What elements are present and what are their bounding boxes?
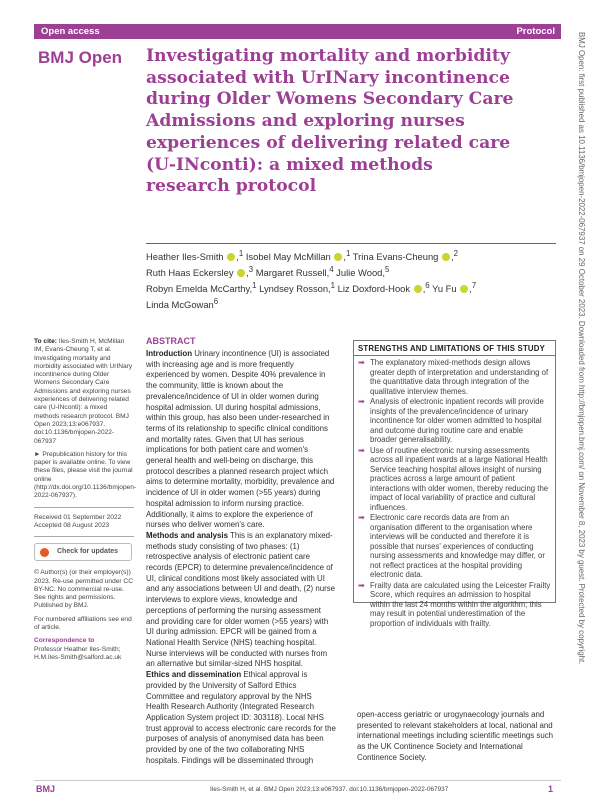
- author-name: Isobel May McMillan: [245, 251, 331, 263]
- affiliation-sup: 2: [453, 249, 458, 258]
- journal-logo[interactable]: BMJ Open: [38, 48, 123, 67]
- strengths-heading: STRENGTHS AND LIMITATIONS OF THIS STUDY: [354, 344, 555, 356]
- dates-block: [34, 514, 134, 531]
- side-download-note: [574, 32, 588, 772]
- list-item: ➡ Use of routine electronic nursing assessments across all inpatient wards at a large National Health Service teaching hospital allows insight of nursing practices across a large amount of patient interactions with older women, thereby reducing the impact of local variability of practice and cultural influences.: [358, 445, 549, 512]
- title-line: during Older Womens Secondary Care: [146, 89, 514, 110]
- list-item: ➡ Frailty data are calculated using the Leicester Frailty Score, which requires an admission to hospital within the last 24 months within the algorithm; this may result in potential underestimation of the proportion of individuals with frailty.: [358, 580, 551, 628]
- author-name: Ruth Haas Eckersley: [146, 267, 234, 279]
- arrow-icon: ➡: [358, 445, 365, 455]
- orcid-icon[interactable]: [227, 253, 235, 261]
- strengths-list: [358, 358, 551, 628]
- abstract-heading: ABSTRACT: [146, 336, 196, 346]
- copyright-note: © Author(s) (or their employer(s)) 2023. Re-use permitted under CC BY-NC. No commercial re-use. See rights and permissions. Published by BMJ.: [34, 569, 133, 610]
- list-item: ➡ The explanatory mixed-methods design allows greater depth of interpretation and understanding of the quantitative data through integration of the qualitative interview themes.: [358, 358, 549, 396]
- affiliation-sup: 7: [471, 280, 477, 290]
- author-name: Trina Evans-Cheung: [352, 251, 439, 263]
- title-line: associated with UrINary incontinence: [146, 67, 510, 88]
- list-item: ➡ Analysis of electronic inpatient records will provide insights of the prevalence/incidence of urinary incontinence for older women admitted to hospital and outcome during routine care and enable broader generalisability.: [358, 397, 544, 444]
- article-title: [146, 46, 556, 198]
- cite-block: [34, 338, 134, 446]
- author-divider: [146, 243, 556, 244]
- ethics-text: Ethical approval is provided by the University of Salford Ethics Committee and regulatory approval by the NHS Health Research Authority (Integrated Research Application System project ID: 303118). Local NHS trust approval to access electronic care records for the purposes of analysis of anonymised data has been provided by one of the two collaborating NHS hospitals. Findings will be disseminated through: [146, 670, 336, 765]
- list-item: ➡ Electronic care records data are from an organisation different to the organisation where interviews will be conducted and therefore it is possible that nurses' experiences of conducting nursing assessments and knowledge may differ, or not reflect practices at the hospital providing electronic data.: [358, 513, 545, 579]
- author-name: Linda McGowan: [146, 298, 214, 310]
- arrow-icon: ➡: [358, 358, 365, 367]
- arrow-icon: ➡: [358, 397, 365, 406]
- check-updates-icon: [40, 548, 49, 557]
- affiliation-sup: 3: [248, 264, 254, 274]
- author-name: Julie Wood,: [336, 267, 385, 279]
- orcid-icon[interactable]: [414, 285, 422, 293]
- arrow-icon: ➡: [358, 513, 365, 522]
- affiliation-sup: 6: [213, 296, 219, 306]
- title-line: (U-INconti): a mixed methods: [146, 154, 433, 175]
- orcid-icon[interactable]: [442, 253, 450, 261]
- vertical-text[interactable]: BMJ Open: first published as 10.1136/bmjopen-2022-067937 on 29 October 2023. Downloaded from http://bmjopen.bmj.com/ on November 8, 2023 by guest. Protected by copyright.: [577, 32, 586, 665]
- accepted-date: Accepted 08 August 2023: [34, 521, 110, 529]
- prepub-note[interactable]: ► Prepublication history for this paper is available online. To view these files, please visit the journal online (http://dx.doi.org/10.1136/bmjopen-2022-067937).: [34, 450, 137, 500]
- affiliations-note: For numbered affiliations see end of article.: [34, 615, 132, 632]
- orcid-icon[interactable]: [460, 285, 468, 293]
- body-continuation: open-access geriatric or urogynaecology journals and presented to relevant stakeholders at local, national and international meetings including scientific meetings such as the UK Continence Society and International Continence Society.: [357, 710, 554, 762]
- author-name: Margaret Russell,: [255, 267, 330, 279]
- cite-text: Iles-Smith H, McMillan IM, Evans-Cheung T, et al. Investigating mortality and morbidity associated with UrINary incontinence during Older Womens Secondary Care Admissions and exploring nurses experiences of delivering related care (U-INconti): a mixed methods research protocol. BMJ Open 2023;13:e067937. doi:10.1136/bmjopen-2022-067937: [34, 338, 133, 445]
- title-line: research protocol: [146, 176, 317, 197]
- affiliation-sup: 5: [384, 264, 390, 274]
- received-date: Received 01 September 2022: [34, 513, 122, 521]
- ethics-label: Ethics and dissemination: [146, 670, 242, 680]
- arrow-icon: ➡: [358, 580, 365, 590]
- author-name: Liz Doxford-Hook: [337, 282, 411, 294]
- author-name: Lyndsey Rosson,: [259, 282, 331, 294]
- author-name: Heather Iles-Smith: [146, 251, 224, 263]
- article-type-label: Protocol: [516, 26, 555, 37]
- sidebar-divider: [34, 507, 134, 508]
- affiliation-sup: 1: [345, 249, 351, 258]
- intro-label: Introduction: [146, 349, 193, 358]
- check-updates-label: Check for updates: [57, 548, 119, 556]
- top-banner: [34, 24, 561, 39]
- methods-label: Methods and analysis: [146, 530, 228, 540]
- affiliation-sup: 4: [329, 264, 334, 274]
- sidebar-divider: [34, 536, 134, 537]
- author-name: Robyn Emelda McCarthy,: [146, 282, 253, 294]
- orcid-icon[interactable]: [334, 253, 342, 261]
- title-line: experiences of delivering related care: [146, 132, 511, 153]
- title-line: Investigating mortality and morbidity: [146, 46, 510, 66]
- affiliation-sup: 1: [238, 249, 244, 258]
- affiliation-sup: 6: [425, 280, 430, 290]
- correspondence-block: [34, 637, 134, 662]
- footer-citation: Iles-Smith H, et al. BMJ Open 2023;13:e067937. doi:10.1136/bmjopen-2022-067937: [210, 786, 449, 793]
- check-for-updates-button[interactable]: [34, 543, 132, 561]
- strengths-box: [353, 340, 556, 628]
- page-number: 1: [548, 784, 554, 794]
- correspondence-label: Correspondence to: [34, 637, 95, 645]
- author-list: Heather Iles-Smith ,$^1$ Isobel May McMillan ,$^1$ Trina Evans-Cheung ,$^2$ Ruth Haas Eckersley ,$^3$ Margaret Russell,$^4$ Julie Wood,$^5$ Robyn Emelda McCarthy,$^1$ Lyndsey Rosson,$^1$ Liz Doxford-Hook ,$^6$ Yu Fu ,$^7$ Linda McGowan$^6$: [146, 249, 477, 310]
- intro-text: Urinary incontinence (UI) is associated with increasing age and is more frequently experienced by women. Despite 40% prevalence in the community, little is known about the prevalence/incidence of UI in older women during hospital admission. UI during hospital admissions, within this group, has also been under-researched in terms of its relationship to specific clinical conditions and mortality rates. Given that UI has serious implications for both patient care and women's general health and well-being on discharge, this protocol describes a planned research project which aims to determine mortality, morbidity, prevalence and incidence of UI in older women (>55 years) during hospital admission to inform nursing practice. Additionally, it aims to explore the experience of nurses who deliver women's care.: [146, 349, 335, 530]
- cite-label: To cite:: [34, 338, 57, 345]
- article-sidebar: [34, 338, 137, 667]
- author-name: Yu Fu: [432, 282, 457, 294]
- title-line: Admissions and exploring nurses: [146, 111, 465, 132]
- abstract-body: [146, 349, 336, 766]
- orcid-icon[interactable]: [237, 269, 245, 277]
- correspondence-text[interactable]: Professor Heather Iles-Smith; H.M.Iles-Smith@salford.ac.uk: [34, 645, 122, 661]
- methods-text: This is an explanatory mixed-methods study consisting of two phases: (1) retrospective analysis of electronic patient care records (EPCR) to determine prevalence/incidence of UI, clinical conditions most likely associated with UI and any associations between UI and death, (2) nurse interviews to explore views, knowledge and perceptions of performing the nursing assessment and providing care for older women (>55 years) with UI during admission. EPCR will be gained from a National Health Service (NHS) teaching hospital. Nurse interviews will be conducted with nurses from an alternative but similar-sized NHS hospital.: [146, 530, 336, 669]
- bmj-logo[interactable]: BMJ: [36, 784, 56, 794]
- affiliation-sup: 1: [330, 280, 336, 290]
- affiliation-sup: 1: [252, 280, 257, 290]
- footer-divider: [34, 780, 561, 781]
- open-access-label: Open access: [41, 26, 100, 37]
